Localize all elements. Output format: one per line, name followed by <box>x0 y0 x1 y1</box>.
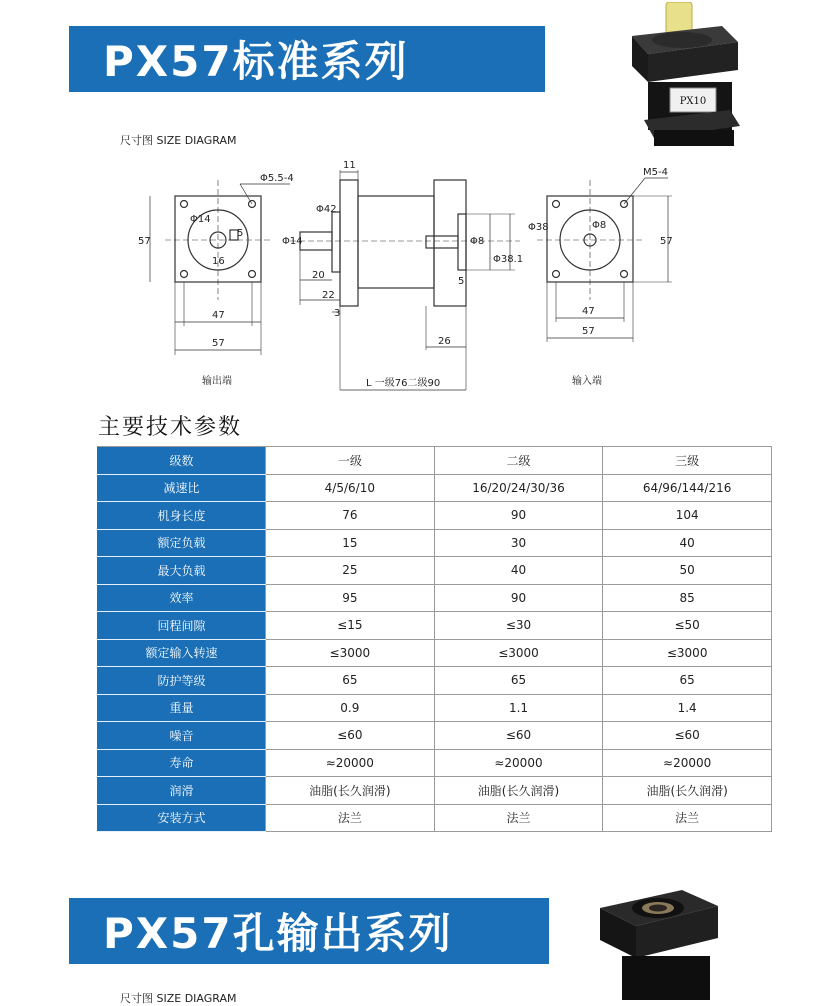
row-header: 润滑 <box>98 777 266 805</box>
table-cell: ≈20000 <box>434 749 603 777</box>
table-cell: 104 <box>603 502 772 530</box>
table-cell: ≤60 <box>434 722 603 750</box>
product-photo-label: PX10 <box>679 96 707 107</box>
table-cell: 90 <box>434 502 603 530</box>
dim-16: 16 <box>212 256 225 267</box>
dim-phi8-right: Φ8 <box>592 220 607 231</box>
dim-m5-4: M5-4 <box>643 167 668 178</box>
table-cell: 0.9 <box>266 694 435 722</box>
dim-22: 22 <box>322 290 335 301</box>
table-cell: ≤15 <box>266 612 435 640</box>
dim-phi38: Φ38 <box>528 222 549 233</box>
dim-phi42: Φ42 <box>316 204 337 215</box>
table-cell: 法兰 <box>434 804 603 832</box>
table-cell: 15 <box>266 529 435 557</box>
table-row <box>98 694 772 722</box>
table-cell: 40 <box>434 557 603 585</box>
dim-26: 26 <box>438 336 451 347</box>
table-cell: 1.4 <box>603 694 772 722</box>
table-cell: ≤60 <box>266 722 435 750</box>
dim-57-right: 57 <box>660 236 673 247</box>
dim-phi38-1: Φ38.1 <box>493 254 524 265</box>
table-cell: 法兰 <box>266 804 435 832</box>
table-cell: ≤3000 <box>434 639 603 667</box>
row-header: 级数 <box>98 447 266 475</box>
table-row <box>98 447 772 475</box>
table-cell: 65 <box>266 667 435 695</box>
input-end-label: 输入端 <box>572 376 602 387</box>
dim-11: 11 <box>343 160 356 171</box>
spec-table <box>97 446 772 832</box>
dim-phi14-shaft: Φ14 <box>282 236 303 247</box>
dim-phi5-5-4: Φ5.5-4 <box>260 173 294 184</box>
table-row <box>98 722 772 750</box>
table-row <box>98 667 772 695</box>
table-cell: 三级 <box>603 447 772 475</box>
series-title: PX57标准系列 <box>103 37 409 86</box>
section-title: 主要技术参数 <box>98 415 243 440</box>
table-cell: 76 <box>266 502 435 530</box>
dim-5-side: 5 <box>458 276 465 287</box>
table-row <box>98 584 772 612</box>
side-view-body <box>358 196 434 288</box>
row-header: 回程间隙 <box>98 612 266 640</box>
row-header: 重量 <box>98 694 266 722</box>
row-header: 额定负载 <box>98 529 266 557</box>
dim-phi14: Φ14 <box>190 214 211 225</box>
row-header: 机身长度 <box>98 502 266 530</box>
table-cell: 油脂(长久润滑) <box>266 777 435 805</box>
row-header: 减速比 <box>98 474 266 502</box>
table-cell: 40 <box>603 529 772 557</box>
product-photo-hole-output <box>592 878 724 1000</box>
dim-57-bottom-left: 57 <box>212 338 225 349</box>
table-cell: ≈20000 <box>603 749 772 777</box>
table-cell: ≤3000 <box>603 639 772 667</box>
table-cell: 25 <box>266 557 435 585</box>
table-cell: ≤50 <box>603 612 772 640</box>
row-header: 噪音 <box>98 722 266 750</box>
table-cell: 64/96/144/216 <box>603 474 772 502</box>
dim-phi8-side: Φ8 <box>470 236 485 247</box>
row-header: 额定输入转速 <box>98 639 266 667</box>
table-cell: 85 <box>603 584 772 612</box>
length-label: L 一级76二级90 <box>366 378 441 389</box>
table-cell: 65 <box>603 667 772 695</box>
table-row <box>98 529 772 557</box>
row-header: 寿命 <box>98 749 266 777</box>
size-diagram-label: 尺寸图 SIZE DIAGRAM <box>120 134 237 147</box>
table-cell: 90 <box>434 584 603 612</box>
table-cell: 30 <box>434 529 603 557</box>
row-header: 最大负载 <box>98 557 266 585</box>
table-row <box>98 804 772 832</box>
table-cell: 4/5/6/10 <box>266 474 435 502</box>
table-cell: 二级 <box>434 447 603 475</box>
table-row <box>98 777 772 805</box>
table-row <box>98 502 772 530</box>
dim-key-5: 5 <box>237 228 244 239</box>
table-cell: 法兰 <box>603 804 772 832</box>
row-header: 安装方式 <box>98 804 266 832</box>
dim-3: 3 <box>334 308 341 319</box>
table-cell: ≤3000 <box>266 639 435 667</box>
table-cell: 16/20/24/30/36 <box>434 474 603 502</box>
dim-57-left: 57 <box>138 236 151 247</box>
series-title-2: PX57孔输出系列 <box>103 909 453 958</box>
table-cell: ≈20000 <box>266 749 435 777</box>
series-banner-standard <box>69 26 545 92</box>
table-cell: 一级 <box>266 447 435 475</box>
table-row <box>98 749 772 777</box>
size-diagram-label-2: 尺寸图 SIZE DIAGRAM <box>120 992 237 1005</box>
table-row <box>98 474 772 502</box>
dim-47-left: 47 <box>212 310 225 321</box>
table-cell: 65 <box>434 667 603 695</box>
side-view-rear-flange <box>434 180 466 306</box>
dim-20: 20 <box>312 270 325 281</box>
table-cell: 油脂(长久润滑) <box>434 777 603 805</box>
table-cell: 1.1 <box>434 694 603 722</box>
table-cell: 50 <box>603 557 772 585</box>
table-cell: ≤30 <box>434 612 603 640</box>
dimension-drawing <box>0 150 840 400</box>
dim-57-bottom-right: 57 <box>582 326 595 337</box>
output-end-label: 输出端 <box>202 376 232 387</box>
row-header: 防护等级 <box>98 667 266 695</box>
dim-47-right: 47 <box>582 306 595 317</box>
table-row <box>98 612 772 640</box>
product-photo-gearbox <box>622 2 742 150</box>
series-banner-hole-output <box>69 898 549 964</box>
table-cell: 95 <box>266 584 435 612</box>
table-row <box>98 557 772 585</box>
table-cell: 油脂(长久润滑) <box>603 777 772 805</box>
table-cell: ≤60 <box>603 722 772 750</box>
side-view-front-flange <box>340 180 358 306</box>
row-header: 效率 <box>98 584 266 612</box>
table-row <box>98 639 772 667</box>
